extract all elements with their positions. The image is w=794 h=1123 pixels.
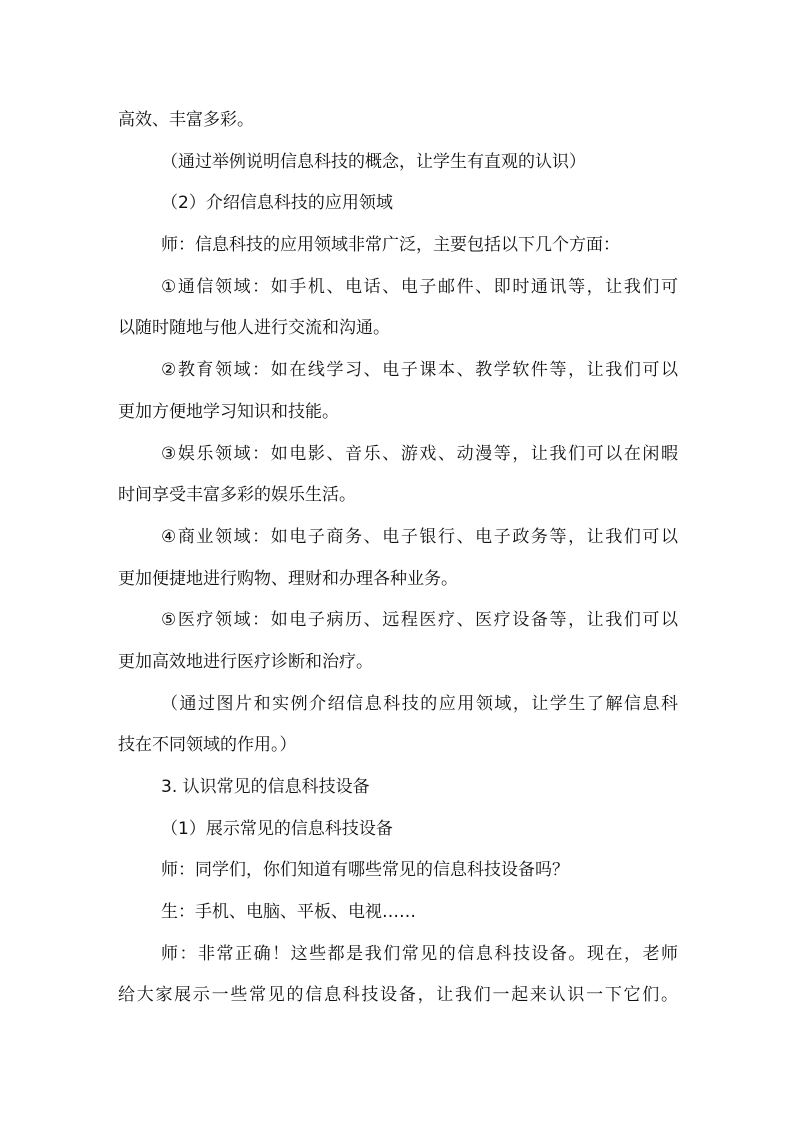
list-item-line: 以随时随地与他人进行交流和沟通。	[118, 318, 390, 339]
list-item-line: 更加高效地进行医疗诊断和治疗。	[118, 651, 373, 672]
paragraph-line: （通过图片和实例介绍信息科技的应用领域，让学生了解信息科	[161, 693, 678, 714]
paragraph-line: 技在不同领域的作用。）	[118, 735, 297, 756]
paragraph-line: 高效、丰富多彩。	[118, 110, 254, 130]
dialogue-line: 师：非常正确！这些都是我们常见的信息科技设备。现在，老师	[161, 943, 678, 964]
paragraph-line: 师：信息科技的应用领域非常广泛，主要包括以下几个方面：	[161, 235, 620, 256]
document-body	[118, 100, 678, 1017]
list-item-line: ⑤医疗领域：如电子病历、远程医疗、医疗设备等，让我们可以	[161, 610, 678, 631]
list-item-line: ③娱乐领域：如电影、音乐、游戏、动漫等，让我们可以在闲暇	[161, 443, 678, 464]
section-heading: （2）介绍信息科技的应用领域	[161, 193, 393, 214]
paragraph-line: （通过举例说明信息科技的概念，让学生有直观的认识）	[161, 151, 586, 172]
subsection-heading: （1）展示常见的信息科技设备	[161, 818, 393, 839]
list-item-line: ④商业领域：如电子商务、电子银行、电子政务等，让我们可以	[161, 526, 678, 547]
dialogue-line: 生：手机、电脑、平板、电视……	[161, 902, 416, 923]
dialogue-line: 给大家展示一些常见的信息科技设备，让我们一起来认识一下它们。	[118, 985, 678, 1006]
section-heading: 3. 认识常见的信息科技设备	[161, 777, 370, 797]
list-item-line: 更加方便地学习知识和技能。	[118, 401, 339, 422]
list-item-line: ①通信领域：如手机、电话、电子邮件、即时通讯等，让我们可	[161, 276, 678, 297]
list-item-line: ②教育领域：如在线学习、电子课本、教学软件等，让我们可以	[161, 360, 678, 381]
list-item-line: 时间享受丰富多彩的娱乐生活。	[118, 485, 356, 506]
list-item-line: 更加便捷地进行购物、理财和办理各种业务。	[118, 568, 458, 589]
dialogue-line: 师：同学们，你们知道有哪些常见的信息科技设备吗？	[161, 860, 569, 881]
